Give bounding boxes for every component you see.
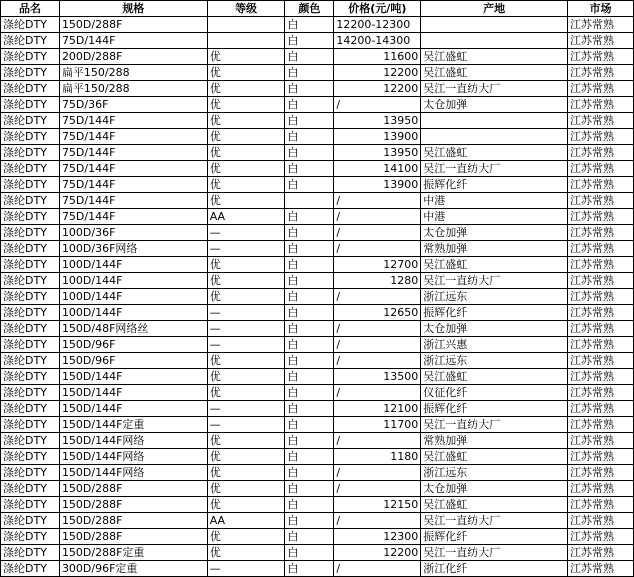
cell-price: /	[334, 465, 421, 481]
table-row	[1, 337, 634, 353]
cell-color: 白	[285, 113, 334, 129]
cell-price: /	[334, 433, 421, 449]
cell-color: 白	[285, 417, 334, 433]
cell-price: 12200	[334, 65, 421, 81]
cell-market: 江苏常熟	[568, 97, 634, 113]
cell-product: 涤纶DTY	[1, 257, 60, 273]
cell-product: 涤纶DTY	[1, 145, 60, 161]
cell-color: 白	[285, 465, 334, 481]
cell-price: 1180	[334, 449, 421, 465]
cell-product: 涤纶DTY	[1, 193, 60, 209]
cell-market: 江苏常熟	[568, 465, 634, 481]
cell-origin: 振辉化纤	[421, 305, 568, 321]
cell-grade: 优	[207, 449, 285, 465]
cell-price: 13900	[334, 129, 421, 145]
cell-origin	[421, 17, 568, 33]
cell-origin: 振辉化纤	[421, 529, 568, 545]
cell-market: 江苏常熟	[568, 273, 634, 289]
cell-price: 11600	[334, 49, 421, 65]
cell-grade: 优	[207, 497, 285, 513]
cell-color: 白	[285, 561, 334, 577]
cell-origin: 太仓加弹	[421, 97, 568, 113]
cell-market: 江苏常熟	[568, 17, 634, 33]
table-row	[1, 561, 634, 577]
table-row	[1, 385, 634, 401]
cell-origin: 振辉化纤	[421, 177, 568, 193]
cell-color: 白	[285, 17, 334, 33]
cell-price: 14100	[334, 161, 421, 177]
table-row	[1, 129, 634, 145]
header-price: 价格(元/吨)	[334, 1, 421, 17]
cell-spec: 100D/144F	[59, 273, 207, 289]
cell-market: 江苏常熟	[568, 81, 634, 97]
cell-origin: 吴江一直纺大厂	[421, 273, 568, 289]
cell-price: /	[334, 337, 421, 353]
table-row	[1, 209, 634, 225]
cell-spec: 100D/144F	[59, 257, 207, 273]
cell-origin	[421, 129, 568, 145]
cell-spec: 75D/144F	[59, 161, 207, 177]
table-row	[1, 449, 634, 465]
cell-grade: AA	[207, 209, 285, 225]
cell-spec: 100D/36F网络	[59, 241, 207, 257]
cell-grade: 优	[207, 177, 285, 193]
cell-origin: 浙江远东	[421, 353, 568, 369]
table-row	[1, 513, 634, 529]
cell-grade: 优	[207, 369, 285, 385]
cell-grade: 优	[207, 289, 285, 305]
cell-spec: 150D/144F网络	[59, 433, 207, 449]
cell-spec: 150D/48F网络丝	[59, 321, 207, 337]
cell-grade: —	[207, 305, 285, 321]
cell-color: 白	[285, 449, 334, 465]
table-row	[1, 529, 634, 545]
cell-color: 白	[285, 497, 334, 513]
cell-spec: 200D/288F	[59, 49, 207, 65]
cell-grade: 优	[207, 273, 285, 289]
cell-color: 白	[285, 305, 334, 321]
cell-market: 江苏常熟	[568, 33, 634, 49]
cell-spec: 150D/96F	[59, 353, 207, 369]
cell-color	[285, 193, 334, 209]
cell-market: 江苏常熟	[568, 161, 634, 177]
cell-price: /	[334, 225, 421, 241]
cell-grade: —	[207, 561, 285, 577]
cell-product: 涤纶DTY	[1, 481, 60, 497]
table-row	[1, 257, 634, 273]
cell-grade	[207, 17, 285, 33]
cell-product: 涤纶DTY	[1, 417, 60, 433]
cell-grade: —	[207, 417, 285, 433]
cell-spec: 75D/36F	[59, 97, 207, 113]
table-row	[1, 465, 634, 481]
cell-price: 11700	[334, 417, 421, 433]
cell-market: 江苏常熟	[568, 145, 634, 161]
cell-origin	[421, 113, 568, 129]
table-row	[1, 193, 634, 209]
cell-color: 白	[285, 81, 334, 97]
cell-product: 涤纶DTY	[1, 401, 60, 417]
cell-product: 涤纶DTY	[1, 385, 60, 401]
cell-grade: 优	[207, 193, 285, 209]
cell-market: 江苏常熟	[568, 369, 634, 385]
cell-spec: 150D/144F定重	[59, 417, 207, 433]
cell-spec: 75D/144F	[59, 193, 207, 209]
table-row	[1, 161, 634, 177]
cell-price: 12200	[334, 545, 421, 561]
table-row	[1, 17, 634, 33]
cell-grade: 优	[207, 97, 285, 113]
cell-spec: 150D/144F	[59, 385, 207, 401]
cell-price: /	[334, 321, 421, 337]
cell-market: 江苏常熟	[568, 129, 634, 145]
cell-market: 江苏常熟	[568, 113, 634, 129]
cell-spec: 75D/144F	[59, 209, 207, 225]
cell-market: 江苏常熟	[568, 65, 634, 81]
cell-market: 江苏常熟	[568, 433, 634, 449]
cell-price: /	[334, 241, 421, 257]
cell-color: 白	[285, 129, 334, 145]
cell-spec: 100D/144F	[59, 289, 207, 305]
cell-origin: 太仓加弹	[421, 321, 568, 337]
table-row	[1, 289, 634, 305]
cell-origin: 仪征化纤	[421, 385, 568, 401]
cell-origin: 吴江一直纺大厂	[421, 545, 568, 561]
cell-color: 白	[285, 209, 334, 225]
cell-product: 涤纶DTY	[1, 353, 60, 369]
table-row	[1, 33, 634, 49]
cell-spec: 扁平150/288	[59, 81, 207, 97]
cell-grade: 优	[207, 81, 285, 97]
cell-color: 白	[285, 321, 334, 337]
cell-market: 江苏常熟	[568, 401, 634, 417]
cell-origin: 振辉化纤	[421, 401, 568, 417]
cell-grade: 优	[207, 129, 285, 145]
cell-color: 白	[285, 289, 334, 305]
cell-product: 涤纶DTY	[1, 337, 60, 353]
cell-price: /	[334, 353, 421, 369]
cell-spec: 150D/288F	[59, 497, 207, 513]
cell-color: 白	[285, 145, 334, 161]
cell-grade: —	[207, 401, 285, 417]
cell-price: /	[334, 289, 421, 305]
cell-spec: 150D/288F定重	[59, 545, 207, 561]
cell-product: 涤纶DTY	[1, 273, 60, 289]
cell-grade: 优	[207, 353, 285, 369]
cell-product: 涤纶DTY	[1, 513, 60, 529]
table-row	[1, 305, 634, 321]
cell-product: 涤纶DTY	[1, 17, 60, 33]
cell-spec: 75D/144F	[59, 129, 207, 145]
cell-grade: AA	[207, 513, 285, 529]
cell-spec: 150D/288F	[59, 17, 207, 33]
cell-origin: 吴江盛虹	[421, 449, 568, 465]
cell-product: 涤纶DTY	[1, 305, 60, 321]
cell-color: 白	[285, 177, 334, 193]
cell-market: 江苏常熟	[568, 337, 634, 353]
cell-spec: 150D/288F	[59, 481, 207, 497]
table-row	[1, 545, 634, 561]
cell-grade: —	[207, 225, 285, 241]
cell-price: /	[334, 561, 421, 577]
cell-origin: 浙江化纤	[421, 561, 568, 577]
cell-color: 白	[285, 401, 334, 417]
cell-market: 江苏常熟	[568, 321, 634, 337]
cell-origin: 吴江一直纺大厂	[421, 81, 568, 97]
cell-origin: 吴江盛虹	[421, 257, 568, 273]
cell-price: 13950	[334, 145, 421, 161]
cell-grade: 优	[207, 49, 285, 65]
cell-price: /	[334, 209, 421, 225]
cell-spec: 300D/96F定重	[59, 561, 207, 577]
cell-color: 白	[285, 433, 334, 449]
cell-price: 12200-12300	[334, 17, 421, 33]
cell-market: 江苏常熟	[568, 497, 634, 513]
header-color: 颜色	[285, 1, 334, 17]
cell-grade: 优	[207, 481, 285, 497]
table-row	[1, 49, 634, 65]
table-row	[1, 273, 634, 289]
cell-color: 白	[285, 33, 334, 49]
cell-color: 白	[285, 161, 334, 177]
header-market: 市场	[568, 1, 634, 17]
cell-color: 白	[285, 337, 334, 353]
cell-origin: 常熟加弹	[421, 433, 568, 449]
cell-spec: 100D/144F	[59, 305, 207, 321]
cell-grade: 优	[207, 65, 285, 81]
cell-price: /	[334, 385, 421, 401]
cell-origin: 吴江一直纺大厂	[421, 513, 568, 529]
cell-product: 涤纶DTY	[1, 369, 60, 385]
cell-product: 涤纶DTY	[1, 241, 60, 257]
cell-origin: 浙江远东	[421, 289, 568, 305]
table-row	[1, 353, 634, 369]
cell-market: 江苏常熟	[568, 289, 634, 305]
table-row	[1, 241, 634, 257]
cell-product: 涤纶DTY	[1, 113, 60, 129]
cell-color: 白	[285, 385, 334, 401]
cell-color: 白	[285, 481, 334, 497]
cell-market: 江苏常熟	[568, 209, 634, 225]
table-row	[1, 417, 634, 433]
cell-price: /	[334, 97, 421, 113]
table-row	[1, 65, 634, 81]
cell-market: 江苏常熟	[568, 193, 634, 209]
cell-price: 12700	[334, 257, 421, 273]
header-grade: 等级	[207, 1, 285, 17]
table-row	[1, 81, 634, 97]
cell-grade: 优	[207, 145, 285, 161]
cell-price: 12100	[334, 401, 421, 417]
cell-color: 白	[285, 225, 334, 241]
cell-color: 白	[285, 241, 334, 257]
cell-product: 涤纶DTY	[1, 497, 60, 513]
cell-origin: 太仓加弹	[421, 481, 568, 497]
cell-market: 江苏常熟	[568, 241, 634, 257]
cell-market: 江苏常熟	[568, 177, 634, 193]
cell-product: 涤纶DTY	[1, 529, 60, 545]
cell-product: 涤纶DTY	[1, 97, 60, 113]
cell-spec: 150D/144F	[59, 401, 207, 417]
cell-color: 白	[285, 545, 334, 561]
cell-grade: 优	[207, 545, 285, 561]
header-product: 品名	[1, 1, 60, 17]
cell-product: 涤纶DTY	[1, 289, 60, 305]
table-row	[1, 497, 634, 513]
cell-market: 江苏常熟	[568, 225, 634, 241]
cell-color: 白	[285, 97, 334, 113]
cell-price: 13950	[334, 113, 421, 129]
cell-spec: 150D/144F	[59, 369, 207, 385]
cell-product: 涤纶DTY	[1, 321, 60, 337]
cell-product: 涤纶DTY	[1, 225, 60, 241]
table-row	[1, 481, 634, 497]
table-row	[1, 433, 634, 449]
cell-color: 白	[285, 513, 334, 529]
cell-spec: 扁平150/288	[59, 65, 207, 81]
cell-price: 12200	[334, 81, 421, 97]
cell-market: 江苏常熟	[568, 561, 634, 577]
header-spec: 规格	[59, 1, 207, 17]
cell-origin: 吴江盛虹	[421, 49, 568, 65]
cell-product: 涤纶DTY	[1, 561, 60, 577]
cell-origin: 吴江一直纺大厂	[421, 161, 568, 177]
cell-price: 14200-14300	[334, 33, 421, 49]
table-row	[1, 369, 634, 385]
header-origin: 产地	[421, 1, 568, 17]
cell-origin: 吴江盛虹	[421, 65, 568, 81]
cell-price: /	[334, 193, 421, 209]
cell-origin: 常熟加弹	[421, 241, 568, 257]
cell-color: 白	[285, 529, 334, 545]
cell-spec: 75D/144F	[59, 33, 207, 49]
cell-grade: 优	[207, 433, 285, 449]
cell-grade: 优	[207, 113, 285, 129]
cell-origin: 吴江一直纺大厂	[421, 417, 568, 433]
cell-product: 涤纶DTY	[1, 161, 60, 177]
cell-price: 13500	[334, 369, 421, 385]
cell-price: /	[334, 513, 421, 529]
cell-product: 涤纶DTY	[1, 49, 60, 65]
cell-spec: 75D/144F	[59, 113, 207, 129]
cell-price: 12150	[334, 497, 421, 513]
cell-product: 涤纶DTY	[1, 65, 60, 81]
table-row	[1, 113, 634, 129]
cell-origin: 吴江盛虹	[421, 497, 568, 513]
cell-spec: 75D/144F	[59, 177, 207, 193]
cell-product: 涤纶DTY	[1, 449, 60, 465]
cell-grade: —	[207, 321, 285, 337]
cell-product: 涤纶DTY	[1, 81, 60, 97]
cell-market: 江苏常熟	[568, 529, 634, 545]
cell-product: 涤纶DTY	[1, 177, 60, 193]
cell-product: 涤纶DTY	[1, 465, 60, 481]
cell-origin: 中港	[421, 209, 568, 225]
cell-product: 涤纶DTY	[1, 33, 60, 49]
cell-color: 白	[285, 369, 334, 385]
cell-origin	[421, 33, 568, 49]
cell-origin: 太仓加弹	[421, 225, 568, 241]
cell-spec: 150D/144F网络	[59, 449, 207, 465]
cell-spec: 150D/288F	[59, 513, 207, 529]
cell-spec: 150D/96F	[59, 337, 207, 353]
cell-color: 白	[285, 65, 334, 81]
cell-product: 涤纶DTY	[1, 129, 60, 145]
cell-market: 江苏常熟	[568, 353, 634, 369]
cell-price: 13900	[334, 177, 421, 193]
table-row	[1, 225, 634, 241]
cell-market: 江苏常熟	[568, 385, 634, 401]
cell-price: 1280	[334, 273, 421, 289]
cell-market: 江苏常熟	[568, 257, 634, 273]
table-row	[1, 177, 634, 193]
cell-market: 江苏常熟	[568, 449, 634, 465]
cell-grade: 优	[207, 257, 285, 273]
cell-grade: 优	[207, 385, 285, 401]
cell-grade: 优	[207, 465, 285, 481]
cell-spec: 150D/144F网络	[59, 465, 207, 481]
cell-market: 江苏常熟	[568, 481, 634, 497]
cell-origin: 浙江远东	[421, 465, 568, 481]
cell-grade	[207, 33, 285, 49]
cell-product: 涤纶DTY	[1, 209, 60, 225]
cell-color: 白	[285, 353, 334, 369]
cell-price: /	[334, 481, 421, 497]
table-row	[1, 401, 634, 417]
cell-grade: —	[207, 241, 285, 257]
cell-market: 江苏常熟	[568, 513, 634, 529]
cell-market: 江苏常熟	[568, 49, 634, 65]
cell-market: 江苏常熟	[568, 545, 634, 561]
cell-color: 白	[285, 257, 334, 273]
cell-product: 涤纶DTY	[1, 433, 60, 449]
cell-grade: 优	[207, 161, 285, 177]
cell-price: 12300	[334, 529, 421, 545]
cell-product: 涤纶DTY	[1, 545, 60, 561]
table-row	[1, 321, 634, 337]
cell-color: 白	[285, 273, 334, 289]
cell-spec: 100D/36F	[59, 225, 207, 241]
cell-origin: 吴江盛虹	[421, 369, 568, 385]
cell-origin: 吴江盛虹	[421, 145, 568, 161]
cell-price: 12650	[334, 305, 421, 321]
table-row	[1, 97, 634, 113]
cell-grade: 优	[207, 529, 285, 545]
header-row	[1, 1, 634, 17]
cell-grade: —	[207, 337, 285, 353]
cell-spec: 150D/288F	[59, 529, 207, 545]
cell-market: 江苏常熟	[568, 305, 634, 321]
cell-spec: 75D/144F	[59, 145, 207, 161]
cell-origin: 中港	[421, 193, 568, 209]
table-row	[1, 145, 634, 161]
cell-color: 白	[285, 49, 334, 65]
cell-origin: 浙江兴惠	[421, 337, 568, 353]
cell-market: 江苏常熟	[568, 417, 634, 433]
